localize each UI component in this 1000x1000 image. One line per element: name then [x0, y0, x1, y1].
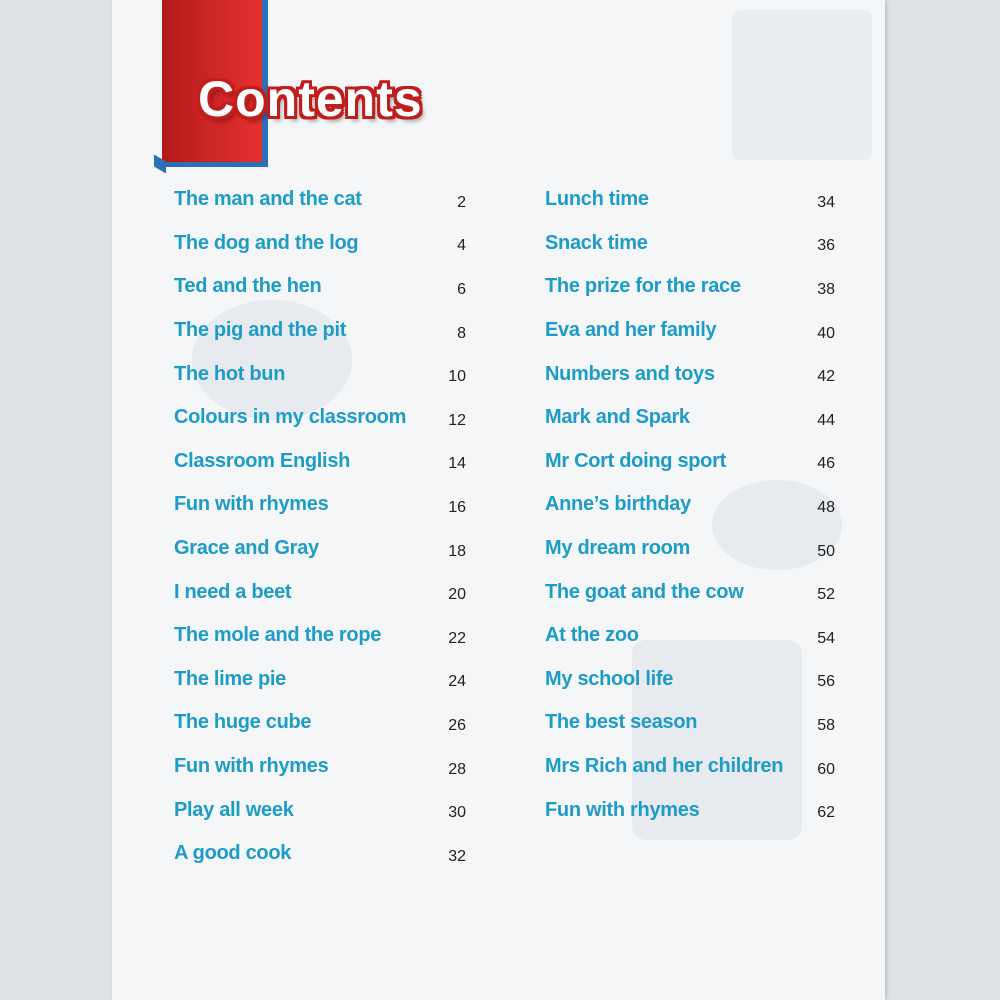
entry-page-number: 34	[817, 193, 835, 211]
entry-title: Mr Cort doing sport	[545, 449, 726, 472]
entry-title: The best season	[545, 711, 698, 734]
entry-title: At the zoo	[545, 624, 639, 647]
entry-page-number: 32	[448, 847, 466, 865]
contents-entry	[174, 614, 466, 658]
entry-page-number: 46	[817, 455, 835, 473]
contents-entry	[545, 701, 835, 745]
contents-entry	[545, 222, 835, 266]
entry-title: The goat and the cow	[545, 580, 744, 603]
entry-title: The mole and the rope	[174, 624, 382, 647]
entry-page-number: 50	[817, 542, 835, 560]
contents-entry	[174, 265, 466, 309]
contents-entry	[545, 788, 835, 832]
contents-entry	[174, 352, 466, 396]
entry-title: Eva and her family	[545, 319, 717, 342]
page-title: Contents	[198, 71, 423, 127]
contents-entry	[174, 483, 466, 527]
contents-entry	[174, 701, 466, 745]
entry-page-number: 48	[817, 498, 835, 516]
contents-entry	[545, 658, 835, 702]
contents-entry	[545, 570, 835, 614]
contents-entry	[545, 178, 835, 222]
entry-page-number: 56	[817, 673, 835, 691]
entry-title: The man and the cat	[174, 188, 362, 211]
entry-page-number: 6	[457, 280, 466, 298]
entry-title: My dream room	[545, 537, 691, 560]
contents-entry	[174, 396, 466, 440]
entry-page-number: 60	[817, 760, 835, 778]
entry-title: My school life	[545, 667, 674, 690]
entry-page-number: 40	[817, 324, 835, 342]
entry-page-number: 42	[817, 368, 835, 386]
contents-entry	[545, 440, 835, 484]
contents-entry	[174, 309, 466, 353]
entry-title: Colours in my classroom	[174, 406, 407, 429]
contents-entry	[174, 527, 466, 571]
entry-title: The huge cube	[174, 711, 312, 734]
entry-page-number: 28	[448, 760, 466, 778]
entry-title: Mrs Rich and her children	[545, 755, 784, 778]
entry-page-number: 52	[817, 586, 835, 604]
contents-entry	[545, 614, 835, 658]
contents-entry	[545, 265, 835, 309]
entry-page-number: 44	[817, 411, 835, 429]
book-page	[112, 0, 885, 1000]
entry-title: Numbers and toys	[545, 362, 715, 385]
entry-page-number: 26	[448, 716, 466, 734]
contents-entry	[545, 483, 835, 527]
entry-page-number: 54	[817, 629, 835, 647]
contents-entry	[174, 440, 466, 484]
entry-title: Fun with rhymes	[174, 493, 329, 516]
contents-entry	[545, 527, 835, 571]
entry-page-number: 18	[448, 542, 466, 560]
entry-page-number: 22	[448, 629, 466, 647]
contents-list-left	[174, 178, 466, 876]
entry-title: Fun with rhymes	[545, 798, 700, 821]
contents-entry	[174, 658, 466, 702]
contents-entry	[545, 396, 835, 440]
entry-page-number: 38	[817, 280, 835, 298]
entry-title: Grace and Gray	[174, 537, 319, 560]
contents-list-right	[545, 178, 835, 832]
entry-title: The prize for the race	[545, 275, 741, 298]
entry-page-number: 4	[457, 237, 466, 255]
entry-title: The pig and the pit	[174, 319, 347, 342]
entry-page-number: 10	[448, 368, 466, 386]
entry-title: The lime pie	[174, 667, 286, 690]
contents-entry	[545, 309, 835, 353]
entry-title: I need a beet	[174, 580, 292, 603]
show-through-picture	[732, 10, 872, 160]
entry-title: A good cook	[174, 842, 292, 865]
entry-page-number: 12	[448, 411, 466, 429]
contents-entry	[174, 222, 466, 266]
entry-title: Play all week	[174, 798, 294, 821]
contents-entry	[174, 832, 466, 876]
entry-page-number: 2	[457, 193, 466, 211]
entry-title: Mark and Spark	[545, 406, 690, 429]
entry-title: Classroom English	[174, 449, 351, 472]
entry-title: The hot bun	[174, 362, 286, 385]
contents-entry	[174, 570, 466, 614]
entry-page-number: 36	[817, 237, 835, 255]
entry-page-number: 20	[448, 586, 466, 604]
entry-title: The dog and the log	[174, 231, 359, 254]
entry-page-number: 58	[817, 716, 835, 734]
entry-title: Lunch time	[545, 188, 649, 211]
entry-page-number: 14	[448, 455, 466, 473]
contents-entry	[174, 788, 466, 832]
entry-page-number: 8	[457, 324, 466, 342]
contents-entry	[545, 352, 835, 396]
contents-entry	[174, 178, 466, 222]
entry-title: Anne’s birthday	[545, 493, 691, 516]
entry-title: Fun with rhymes	[174, 755, 329, 778]
entry-page-number: 62	[817, 804, 835, 822]
entry-title: Snack time	[545, 231, 648, 254]
entry-page-number: 24	[448, 673, 466, 691]
entry-page-number: 30	[448, 804, 466, 822]
entry-title: Ted and the hen	[174, 275, 322, 298]
entry-page-number: 16	[448, 498, 466, 516]
contents-entry	[545, 745, 835, 789]
contents-entry	[174, 745, 466, 789]
